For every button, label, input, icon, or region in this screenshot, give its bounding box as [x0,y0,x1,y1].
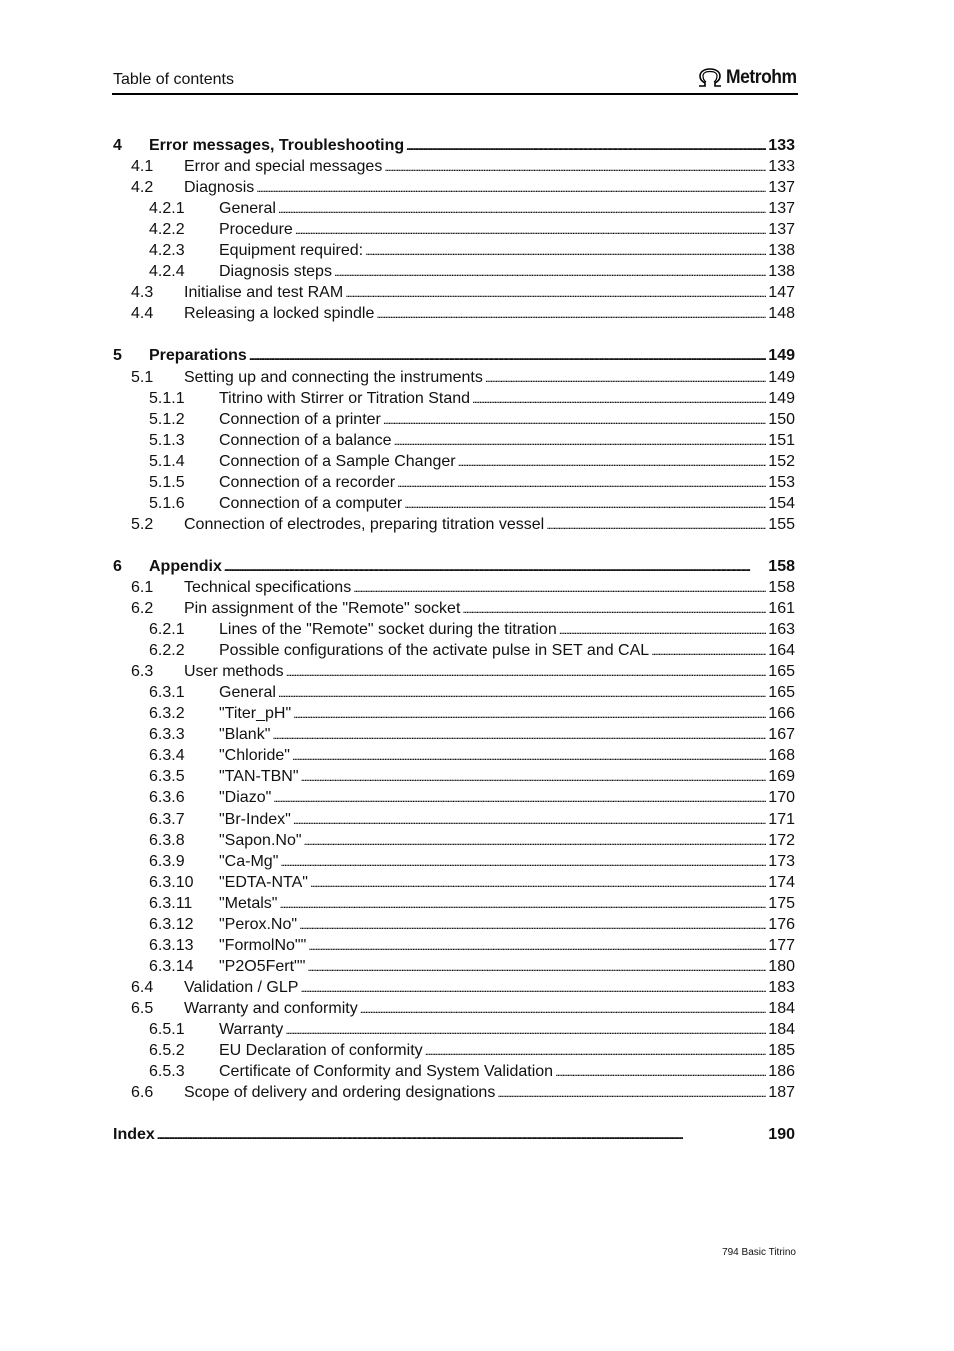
toc-entry-number: 6.3.11 [149,894,193,912]
toc-entry-page-number: 164 [768,642,795,660]
toc-entry-page-number: 147 [768,284,795,302]
toc-entry-title: "Metals" [219,894,278,912]
toc-entry-number: 6.2.1 [149,621,185,639]
toc-entry-title: Index [113,1126,155,1144]
toc-entry[interactable] [0,409,954,430]
toc-entry-number: 6.5.1 [149,1021,185,1038]
toc-entry[interactable] [0,787,954,808]
toc-entry-number: 6.3.7 [149,810,185,828]
toc-entry-number: 4.2.1 [149,200,185,218]
toc-entry-page-number: 170 [768,789,795,807]
toc-dot-leader [272,724,766,746]
toc-entry-number: 4.2.2 [149,221,185,239]
toc-entry-number: 4.2.4 [149,263,185,281]
toc-entry-number: 6.3.12 [149,915,194,933]
toc-dot-leader [299,914,766,936]
toc-entry-title: Pin assignment of the "Remote" socket [184,600,461,617]
toc-entry-page-number: 168 [768,747,795,765]
toc-entry[interactable] [0,703,954,724]
brand-name: Metrohm [726,67,797,88]
toc-entry[interactable] [0,219,954,240]
toc-dot-leader [278,198,766,220]
toc-entry-title: General [219,200,276,218]
toc-entry-page-number: 186 [768,1063,795,1081]
toc-entry-title: Diagnosis [184,179,255,197]
toc-chapter-entry[interactable] [0,135,954,156]
toc-entry-page-number: 184 [768,1021,795,1038]
toc-dot-leader [497,1082,766,1104]
toc-entry[interactable] [0,472,954,493]
toc-entry-page-number: 148 [768,305,795,323]
toc-entry-title: Equipment required: [219,242,364,260]
toc-entry[interactable] [0,872,954,893]
toc-dot-leader [384,156,766,178]
toc-entry[interactable] [0,977,954,998]
toc-dot-leader [546,514,766,536]
toc-dot-leader [345,282,766,304]
toc-entry-page-number: 149 [768,368,795,386]
toc-entry-title: Certificate of Conformity and System Validation [219,1063,554,1081]
toc-entry-title: "P2O5Fert"" [219,957,306,975]
toc-dot-leader [300,977,766,999]
toc-entry-page-number: 151 [768,431,795,449]
toc-entry-title: Appendix [149,557,222,575]
toc-dot-leader [278,682,766,704]
toc-entry[interactable] [0,1019,954,1040]
toc-entry-number: 5.1.5 [149,473,185,491]
toc-entry[interactable] [0,935,954,956]
toc-entry-page-number: 153 [768,473,795,491]
toc-entry-title: Validation / GLP [184,978,299,996]
toc-dot-leader [485,367,766,389]
toc-entry-number: 6.3.8 [149,831,185,849]
toc-dot-leader [651,640,766,662]
toc-dot-leader [559,619,767,641]
toc-entry-number: 4.4 [131,305,154,323]
toc-entry[interactable] [0,1061,954,1082]
toc-entry-number: 5 [113,347,122,365]
toc-entry-title: Possible configurations of the activate pulse in SET and CAL [219,642,650,660]
toc-entry[interactable] [0,598,954,619]
toc-dot-leader [293,809,766,831]
toc-dot-leader [308,935,766,957]
toc-dot-leader [406,135,766,157]
toc-entry-page-number: 190 [768,1126,795,1144]
toc-entry[interactable] [0,619,954,640]
toc-entry-page-number: 152 [768,452,795,470]
toc-entry-page-number: 184 [768,999,795,1017]
toc-entry-title: "Titer_pH" [219,705,292,723]
toc-chapter-entry[interactable] [0,556,954,577]
toc-entry-number: 5.1.3 [149,431,185,449]
toc-entry-number: 5.1.2 [149,410,185,428]
toc-entry-title: Connection of a recorder [219,473,396,491]
toc-entry-title: General [219,684,276,702]
toc-entry-title: Error and special messages [184,158,383,176]
toc-entry-number: 6.3.4 [149,747,185,765]
toc-dot-leader [285,1019,766,1041]
toc-entry-page-number: 187 [768,1084,795,1102]
toc-entry-page-number: 133 [768,158,795,176]
toc-entry-number: 6.3.2 [149,705,185,723]
toc-entry-title: "Sapon.No" [219,831,302,849]
toc-entry-title: User methods [184,663,284,681]
toc-entry-number: 6.3.5 [149,768,185,786]
toc-entry-page-number: 155 [768,515,795,533]
toc-dot-leader [295,219,766,241]
toc-entry-title: Warranty and conformity [184,999,358,1017]
toc-entry[interactable] [0,577,954,598]
toc-entry-page-number: 167 [768,726,795,744]
toc-entry-title: Releasing a locked spindle [184,305,375,323]
toc-entry-page-number: 185 [768,1042,795,1060]
toc-entry[interactable] [0,1082,954,1103]
toc-entry-title: "TAN-TBN" [219,768,299,786]
toc-entry[interactable] [0,809,954,830]
toc-entry[interactable] [0,367,954,388]
toc-entry[interactable] [0,514,954,535]
toc-dot-leader [376,303,766,325]
toc-entry[interactable] [0,430,954,451]
toc-entry[interactable] [0,388,954,409]
toc-entry-number: 6.3.9 [149,852,185,870]
toc-entry-title: Error messages, Troubleshooting [149,137,405,154]
toc-entry[interactable] [0,851,954,872]
toc-entry-number: 5.1.1 [149,389,185,407]
toc-entry-page-number: 138 [768,242,795,260]
toc-dot-leader [249,345,766,367]
toc-entry[interactable] [0,640,954,661]
toc-entry-page-number: 137 [768,200,795,218]
toc-entry[interactable] [0,830,954,851]
toc-entry-number: 6.4 [131,978,154,996]
toc-entry-page-number: 163 [768,621,795,639]
toc-entry-page-number: 137 [768,221,795,239]
toc-entry[interactable] [0,724,954,745]
toc-dot-leader [307,956,766,978]
toc-entry[interactable] [0,156,954,177]
toc-entry-number: 5.1 [131,368,154,386]
toc-entry-number: 5.1.4 [149,452,185,470]
toc-entry[interactable] [0,261,954,282]
toc-entry-number: 6 [113,557,122,575]
toc-entry-page-number: 166 [768,705,795,723]
toc-chapter-entry[interactable] [0,1124,954,1145]
toc-dot-leader [280,851,766,873]
toc-entry-title: Diagnosis steps [219,263,332,281]
toc-entry-title: "Blank" [219,726,271,744]
toc-dot-leader [224,556,766,578]
toc-entry-page-number: 154 [768,494,795,512]
toc-entry-number: 6.3.10 [149,873,194,891]
toc-dot-leader [256,177,766,199]
toc-chapter-entry[interactable] [0,345,954,366]
toc-entry[interactable] [0,493,954,514]
toc-entry-number: 6.3.14 [149,957,194,975]
toc-entry-title: Warranty [219,1021,284,1038]
toc-dot-leader [404,493,766,515]
toc-entry-number: 6.3.13 [149,936,194,954]
toc-entry-page-number: 175 [768,894,795,912]
toc-dot-leader [425,1040,767,1062]
toc-entry-number: 5.1.6 [149,494,185,512]
toc-entry-title: "Diazo" [219,789,272,807]
toc-entry[interactable] [0,914,954,935]
toc-entry-page-number: 137 [768,179,795,197]
toc-entry-title: "FormolNo"" [219,936,307,954]
toc-entry-title: Initialise and test RAM [184,284,344,302]
toc-entry-page-number: 180 [768,957,795,975]
toc-dot-leader [286,661,767,683]
toc-entry-title: Technical specifications [184,578,352,596]
toc-dot-leader [353,577,766,599]
toc-entry-page-number: 149 [768,347,795,365]
toc-entry-number: 6.3.1 [149,684,185,702]
toc-entry-page-number: 183 [768,978,795,996]
toc-entry-page-number: 177 [768,936,795,954]
toc-entry[interactable] [0,893,954,914]
toc-entry-title: Connection of a computer [219,494,403,512]
toc-entry-number: 4.2 [131,179,154,197]
toc-dot-leader [383,409,766,431]
toc-entry[interactable] [0,1040,954,1061]
toc-entry-page-number: 161 [768,600,795,617]
running-header-title: Table of contents [113,71,234,88]
toc-entry-title: EU Declaration of conformity [219,1042,423,1060]
toc-entry-number: 6.1 [131,578,154,596]
toc-entry-number: 6.2.2 [149,642,185,660]
toc-entry[interactable] [0,766,954,787]
toc-entry[interactable] [0,177,954,198]
metrohm-omega-logo-icon [697,68,723,88]
toc-dot-leader [555,1061,766,1083]
toc-entry-page-number: 158 [768,557,795,575]
toc-dot-leader [360,998,767,1020]
toc-entry-number: 6.3 [131,663,154,681]
toc-dot-leader [273,787,766,809]
toc-entry-page-number: 171 [768,810,795,828]
toc-entry-title: Scope of delivery and ordering designations [184,1084,496,1102]
toc-entry[interactable] [0,745,954,766]
toc-dot-leader [279,893,766,915]
toc-entry-title: "EDTA-NTA" [219,873,308,891]
toc-entry-page-number: 173 [768,852,795,870]
toc-entry-page-number: 169 [768,768,795,786]
toc-dot-leader [301,766,767,788]
toc-entry-number: 6.2 [131,600,154,617]
toc-entry-page-number: 150 [768,410,795,428]
toc-dot-leader [472,388,766,410]
brand-logo [697,66,803,90]
toc-entry-page-number: 165 [768,663,795,681]
toc-entry-title: "Ca-Mg" [219,852,279,870]
toc-entry-number: 6.6 [131,1084,154,1102]
toc-entry-page-number: 149 [768,389,795,407]
toc-entry-page-number: 176 [768,915,795,933]
toc-entry-title: "Perox.No" [219,915,298,933]
toc-entry-title: Connection of a Sample Changer [219,452,456,470]
toc-entry-number: 4.3 [131,284,154,302]
toc-entry-number: 6.5.3 [149,1063,185,1081]
toc-entry-title: Preparations [149,347,247,365]
toc-dot-leader [397,472,766,494]
toc-entry-number: 6.3.3 [149,726,185,744]
toc-entry-number: 5.2 [131,515,154,533]
header-rule [112,93,798,95]
toc-entry-title: Procedure [219,221,293,239]
toc-entry-title: Lines of the "Remote" socket during the titration [219,621,557,639]
toc-dot-leader [334,261,766,283]
toc-entry-title: Setting up and connecting the instruments [184,368,483,386]
toc-entry[interactable] [0,661,954,682]
toc-entry-title: "Br-Index" [219,810,291,828]
toc-entry-page-number: 174 [768,873,795,891]
toc-entry-number: 6.5 [131,999,154,1017]
toc-dot-leader [365,240,766,262]
toc-entry-number: 6.3.6 [149,789,185,807]
toc-entry-page-number: 172 [768,831,795,849]
toc-entry-title: Connection of a printer [219,410,381,428]
toc-entry-number: 4.1 [131,158,154,176]
toc-dot-leader [462,598,766,620]
toc-entry-number: 4.2.3 [149,242,185,260]
toc-entry-page-number: 138 [768,263,795,281]
toc-dot-leader [458,451,767,473]
toc-entry[interactable] [0,682,954,703]
toc-dot-leader [293,703,766,725]
toc-dot-leader [157,1124,767,1146]
toc-entry-number: 4 [113,137,122,154]
toc-entry[interactable] [0,282,954,303]
toc-entry-title: Titrino with Stirrer or Titration Stand [219,389,471,407]
toc-entry[interactable] [0,240,954,261]
toc-dot-leader [292,745,766,767]
toc-entry-number: 6.5.2 [149,1042,185,1060]
toc-entry[interactable] [0,303,954,324]
toc-dot-leader [310,872,766,894]
toc-entry[interactable] [0,198,954,219]
toc-entry-page-number: 165 [768,684,795,702]
toc-dot-leader [304,830,767,852]
toc-entry[interactable] [0,998,954,1019]
toc-entry-title: Connection of a balance [219,431,392,449]
footer-product-name: 794 Basic Titrino [722,1247,796,1258]
toc-entry[interactable] [0,956,954,977]
toc-entry-title: Connection of electrodes, preparing titration vessel [184,515,545,533]
toc-entry[interactable] [0,451,954,472]
toc-entry-page-number: 133 [768,137,795,154]
toc-entry-title: "Chloride" [219,747,290,765]
toc-dot-leader [394,430,767,452]
toc-entry-page-number: 158 [768,578,795,596]
